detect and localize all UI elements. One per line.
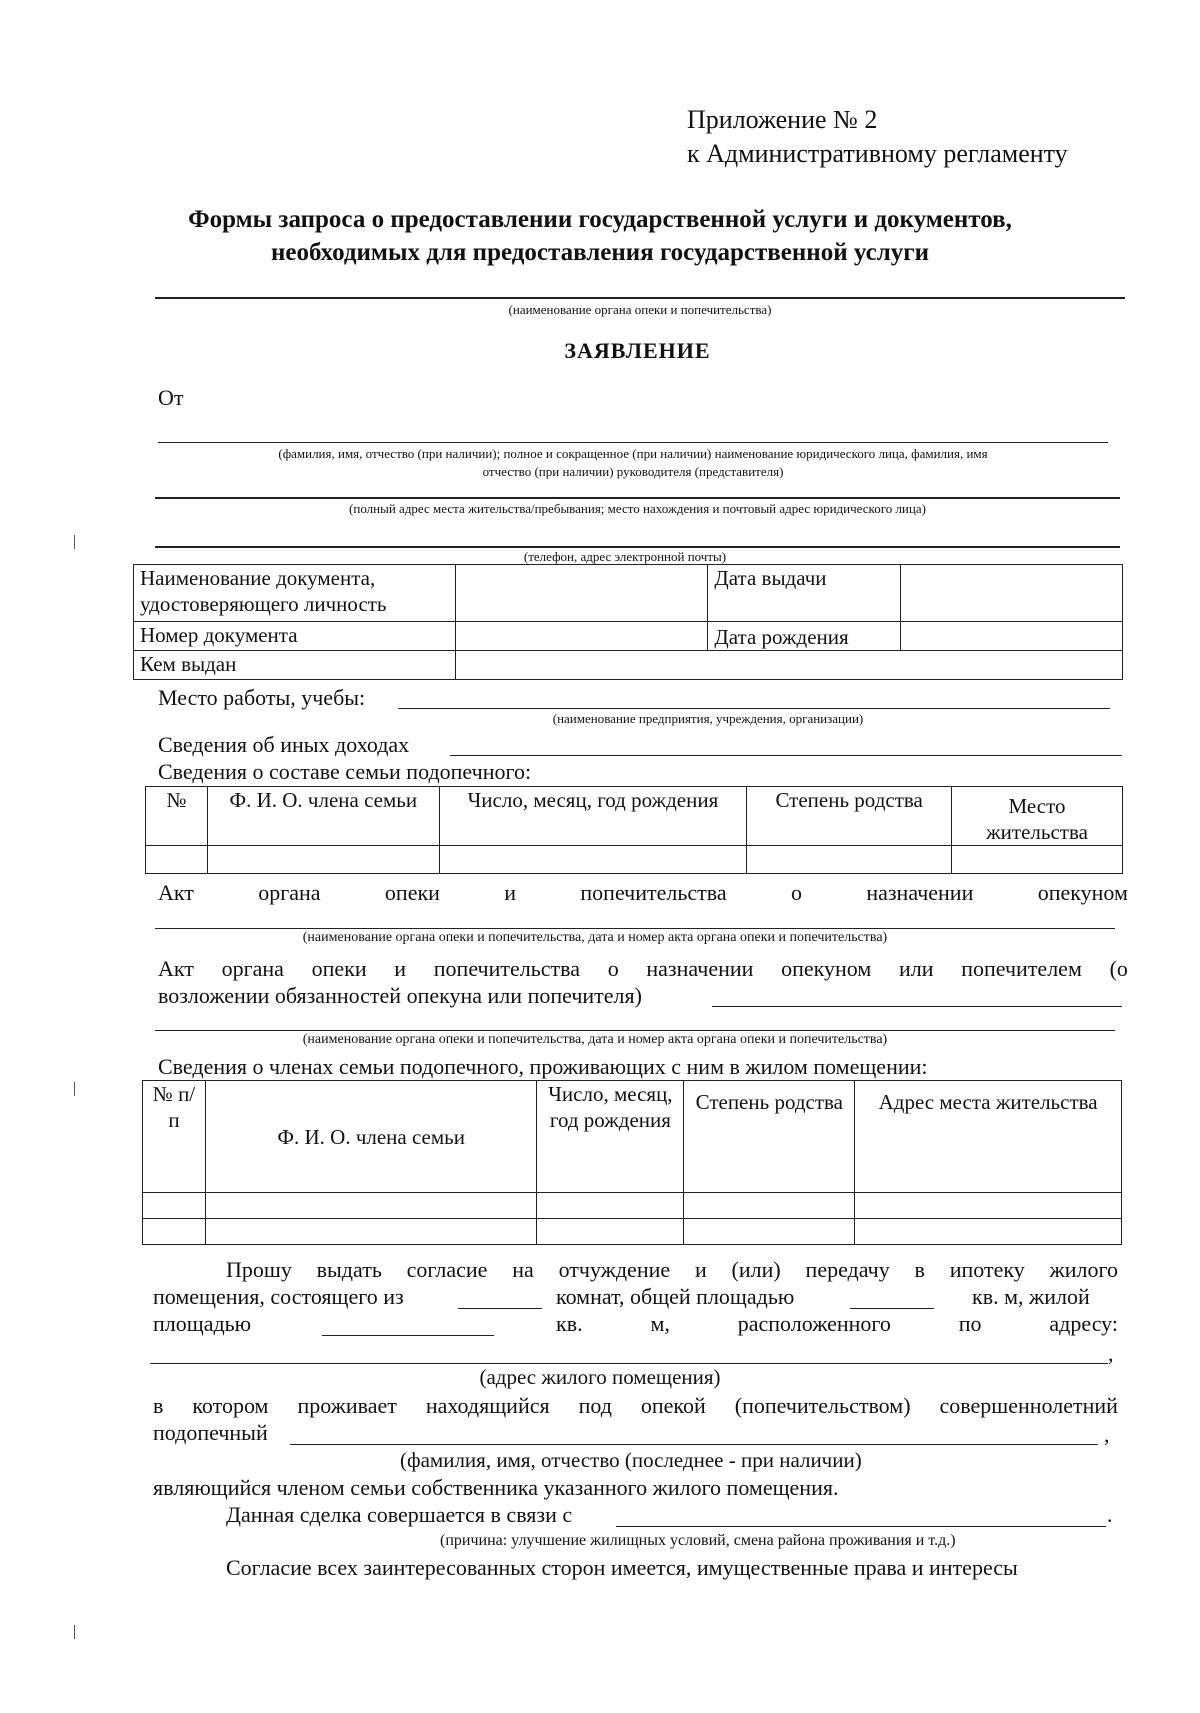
contacts-caption: (телефон, адрес электронной почты) xyxy=(523,549,727,564)
request-line1: Прошу выдать согласие на отчуждение и (или) передачу в ипотеку жилого xyxy=(226,1257,1118,1282)
request-line6-a: подопечный xyxy=(153,1420,268,1445)
residents-col-relation: Степень родства xyxy=(684,1081,855,1193)
request-line3-a: площадью xyxy=(153,1311,252,1336)
residents-cell[interactable] xyxy=(684,1193,855,1219)
applicant-line xyxy=(158,442,1108,443)
request-line5: в котором проживает находящийся под опекой (попечительством) совершеннолетний xyxy=(153,1393,1118,1418)
income-line[interactable] xyxy=(450,755,1122,756)
family-cell[interactable] xyxy=(207,846,439,874)
deal-reason-field[interactable] xyxy=(616,1526,1106,1527)
issue-date-label: Дата выдачи xyxy=(708,565,901,622)
act2-underline[interactable] xyxy=(155,1030,1115,1031)
issued-by-label: Кем выдан xyxy=(134,651,456,680)
request-line7: являющийся членом семьи собственника указанного жилого помещения. xyxy=(153,1475,839,1500)
act1-line: Акт органа опеки и попечительства о назначении опекуном xyxy=(158,880,1128,905)
residents-cell[interactable] xyxy=(855,1219,1122,1245)
margin-mark xyxy=(74,1082,75,1096)
applicant-caption-line2: отчество (при наличии) руководителя (представителя) xyxy=(482,464,784,479)
family-cell[interactable] xyxy=(747,846,952,874)
residents-cell[interactable] xyxy=(205,1219,537,1245)
workplace-line[interactable] xyxy=(398,708,1110,709)
doc-number-value[interactable] xyxy=(455,622,708,651)
from-label: От xyxy=(158,385,184,410)
issued-by-value[interactable] xyxy=(455,651,1122,680)
doc-name-value[interactable] xyxy=(455,565,708,622)
appendix-number: Приложение № 2 xyxy=(687,105,878,134)
workplace-caption: (наименование предприятия, учреждения, организации) xyxy=(552,711,864,726)
request-line2-a: помещения, состоящего из xyxy=(153,1284,404,1309)
reason-caption: (причина: улучшение жилищных условий, смена района проживания и т.д.) xyxy=(440,1532,956,1549)
income-label: Сведения об иных доходах xyxy=(158,732,410,757)
rooms-field[interactable] xyxy=(458,1308,542,1309)
act1-underline[interactable] xyxy=(155,928,1115,929)
authority-caption: (наименование органа опеки и попечительства) xyxy=(508,302,772,317)
authority-line xyxy=(155,297,1125,299)
residents-table xyxy=(142,1080,1122,1245)
birth-date-value[interactable] xyxy=(901,622,1123,651)
residents-cell[interactable] xyxy=(684,1219,855,1245)
act2-line2: возложении обязанностей опекуна или попечителя) xyxy=(158,983,642,1008)
family-col-name: Ф. И. О. члена семьи xyxy=(207,787,439,846)
ward-name-comma: , xyxy=(1104,1422,1110,1447)
birth-date-label: Дата рождения xyxy=(708,622,901,651)
family-col-relation: Степень родства xyxy=(747,787,952,846)
margin-mark xyxy=(74,535,75,549)
residents-cell[interactable] xyxy=(205,1193,537,1219)
doc-name-label: Наименование документа, удостоверяющего личность xyxy=(134,565,456,622)
document-title-line2: необходимых для предоставления государственной услуги xyxy=(271,239,929,266)
total-area-field[interactable] xyxy=(850,1308,934,1309)
issue-date-value[interactable] xyxy=(901,565,1123,622)
residents-col-address: Адрес места жительства xyxy=(855,1081,1122,1193)
ward-name-caption: (фамилия, имя, отчество (последнее - при наличии) xyxy=(400,1448,862,1472)
family-col-number: № xyxy=(146,787,208,846)
workplace-label: Место работы, учебы: xyxy=(158,685,366,710)
request-line3-b: кв. м, расположенного по адресу: xyxy=(556,1311,1118,1336)
residents-cell[interactable] xyxy=(143,1193,206,1219)
address-caption: (полный адрес места жительства/пребывания; место нахождения и почтовый адрес юридического лица) xyxy=(349,501,926,516)
residents-col-birth: Число, месяц, год рождения xyxy=(537,1081,684,1193)
residents-cell[interactable] xyxy=(143,1219,206,1245)
appendix-reference: к Административному регламенту xyxy=(687,139,1068,168)
family-cell[interactable] xyxy=(439,846,747,874)
statement-title: ЗАЯВЛЕНИЕ xyxy=(564,338,711,363)
id-document-table xyxy=(133,564,1123,680)
act2-line1: Акт органа опеки и попечительства о назначении опекуном или попечителем (о xyxy=(158,956,1128,981)
dwelling-address-comma: , xyxy=(1108,1341,1114,1366)
act1-caption: (наименование органа опеки и попечительства, дата и номер акта органа опеки и попечительства) xyxy=(302,930,888,945)
request-line2-c: кв. м, жилой xyxy=(972,1284,1090,1309)
family-cell[interactable] xyxy=(952,846,1123,874)
living-area-field[interactable] xyxy=(322,1335,494,1336)
residents-col-number: № п/п xyxy=(143,1081,206,1193)
residents-col-name: Ф. И. О. члена семьи xyxy=(205,1081,537,1193)
deal-label: Данная сделка совершается в связи с xyxy=(226,1502,573,1527)
family-col-birth: Число, месяц, год рождения xyxy=(439,787,747,846)
family-table xyxy=(145,786,1123,874)
act2-caption: (наименование органа опеки и попечительства, дата и номер акта органа опеки и попечительства) xyxy=(302,1032,888,1047)
dwelling-address-caption: (адрес жилого помещения) xyxy=(479,1365,721,1389)
ward-name-field[interactable] xyxy=(290,1444,1098,1445)
address-line xyxy=(155,497,1120,499)
residents-label: Сведения о членах семьи подопечного, проживающих с ним в жилом помещении: xyxy=(158,1054,928,1079)
family-col-residence: Место жительства xyxy=(952,787,1123,846)
act2-field[interactable] xyxy=(712,1006,1122,1007)
residents-cell[interactable] xyxy=(855,1193,1122,1219)
residents-cell[interactable] xyxy=(537,1219,684,1245)
applicant-caption-line1: (фамилия, имя, отчество (при наличии); полное и сокращенное (при наличии) наименование юридического лица, фамилия, имя xyxy=(278,446,988,461)
request-line2-b: комнат, общей площадью xyxy=(556,1284,795,1309)
margin-mark xyxy=(74,1625,75,1639)
document-title-line1: Формы запроса о предоставлении государственной услуги и документов, xyxy=(188,206,1012,233)
consent-line: Согласие всех заинтересованных сторон имеется, имущественные права и интересы xyxy=(226,1555,1018,1580)
family-cell[interactable] xyxy=(146,846,208,874)
doc-number-label: Номер документа xyxy=(134,622,456,651)
contacts-line xyxy=(155,546,1120,548)
residents-cell[interactable] xyxy=(537,1193,684,1219)
deal-period: . xyxy=(1107,1502,1113,1527)
family-label: Сведения о составе семьи подопечного: xyxy=(158,759,532,784)
